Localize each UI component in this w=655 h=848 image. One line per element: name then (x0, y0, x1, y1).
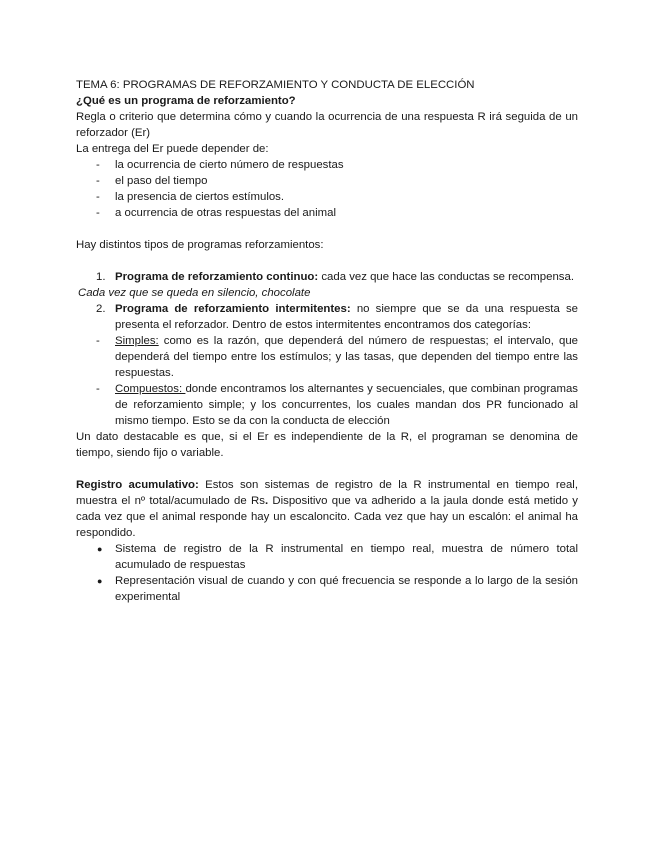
section-question (76, 93, 578, 109)
list-item: - la ocurrencia de cierto número de respuestas (76, 157, 578, 173)
category-simples-text: como es la razón, que dependerá del número de respuestas; el intervalo, que dependerá del tiempo entre los estímulos; y las tasas, que dependen del tiempo entre las respuestas. (115, 335, 578, 379)
category-compuestos (76, 381, 578, 429)
registro-bullets (76, 541, 578, 605)
category-simples (76, 333, 578, 381)
program-1-example: Cada vez que se queda en silencio, chocolate (78, 287, 311, 299)
list-item: ● Representación visual de cuando y con qué frecuencia se responde a lo largo de la sesión experimental (76, 573, 578, 605)
document-title: TEMA 6: PROGRAMAS DE REFORZAMIENTO Y CONDUCTA DE ELECCIÓN (76, 79, 475, 91)
registro-paragraph (76, 477, 578, 541)
category-compuestos-text: donde encontramos los alternantes y secuenciales, que combinan programas de reforzamiento simple; y los concurrentes, los cuales mandan dos PR funcionado al mismo tiempo. Esto se da con la conducta de elección (115, 383, 578, 427)
program-2 (76, 301, 578, 333)
program-1 (76, 269, 578, 285)
program-2-title: Programa de reforzamiento intermitentes: (115, 303, 351, 315)
registro-title: Registro acumulativo: (76, 479, 199, 491)
list-item: - la presencia de ciertos estímulos. (76, 189, 578, 205)
question-text: ¿Qué es un programa de reforzamiento? (76, 95, 296, 107)
registro-text-a: Estos son sistemas de registro de la R instrumental en tiempo real, muestra el nº total/acumulado de Rs (76, 479, 578, 507)
types-intro: Hay distintos tipos de programas reforzamientos: (76, 239, 324, 251)
list-item: ● Sistema de registro de la R instrumental en tiempo real, muestra de número total acumulado de respuestas (76, 541, 578, 573)
program-2-number: 2. (96, 303, 106, 315)
depends-list (76, 157, 578, 221)
document-page (76, 77, 578, 605)
program-2-text: no siempre que se da una respuesta se presenta el reforzador. Dentro de estos intermitentes encontramos dos categorías: (115, 303, 578, 331)
program-1-title: Programa de reforzamiento continuo: (115, 271, 319, 283)
program-1-text: cada vez que hace las conductas se recompensa. (318, 271, 574, 283)
categories-list (76, 333, 578, 429)
program-1-number: 1. (96, 271, 106, 283)
registro-dot: . (264, 495, 269, 507)
registro-text-b: Dispositivo que va adherido a la jaula donde está metido y cada vez que el animal responde hay un escaloncito. Cada vez que hay un escalón: el animal ha respondido. (76, 495, 579, 539)
depends-intro: La entrega del Er puede depender de: (76, 143, 269, 155)
category-simples-label: Simples: (115, 335, 159, 347)
list-item: - a ocurrencia de otras respuestas del animal (76, 205, 578, 221)
definition-paragraph: Regla o criterio que determina cómo y cuando la ocurrencia de una respuesta R irá seguida de un reforzador (Er) (76, 111, 578, 139)
note-paragraph: Un dato destacable es que, si el Er es independiente de la R, el programan se denomina de tiempo, siendo fijo o variable. (76, 431, 578, 459)
list-item: - el paso del tiempo (76, 173, 578, 189)
category-compuestos-label: Compuestos: (115, 383, 186, 395)
